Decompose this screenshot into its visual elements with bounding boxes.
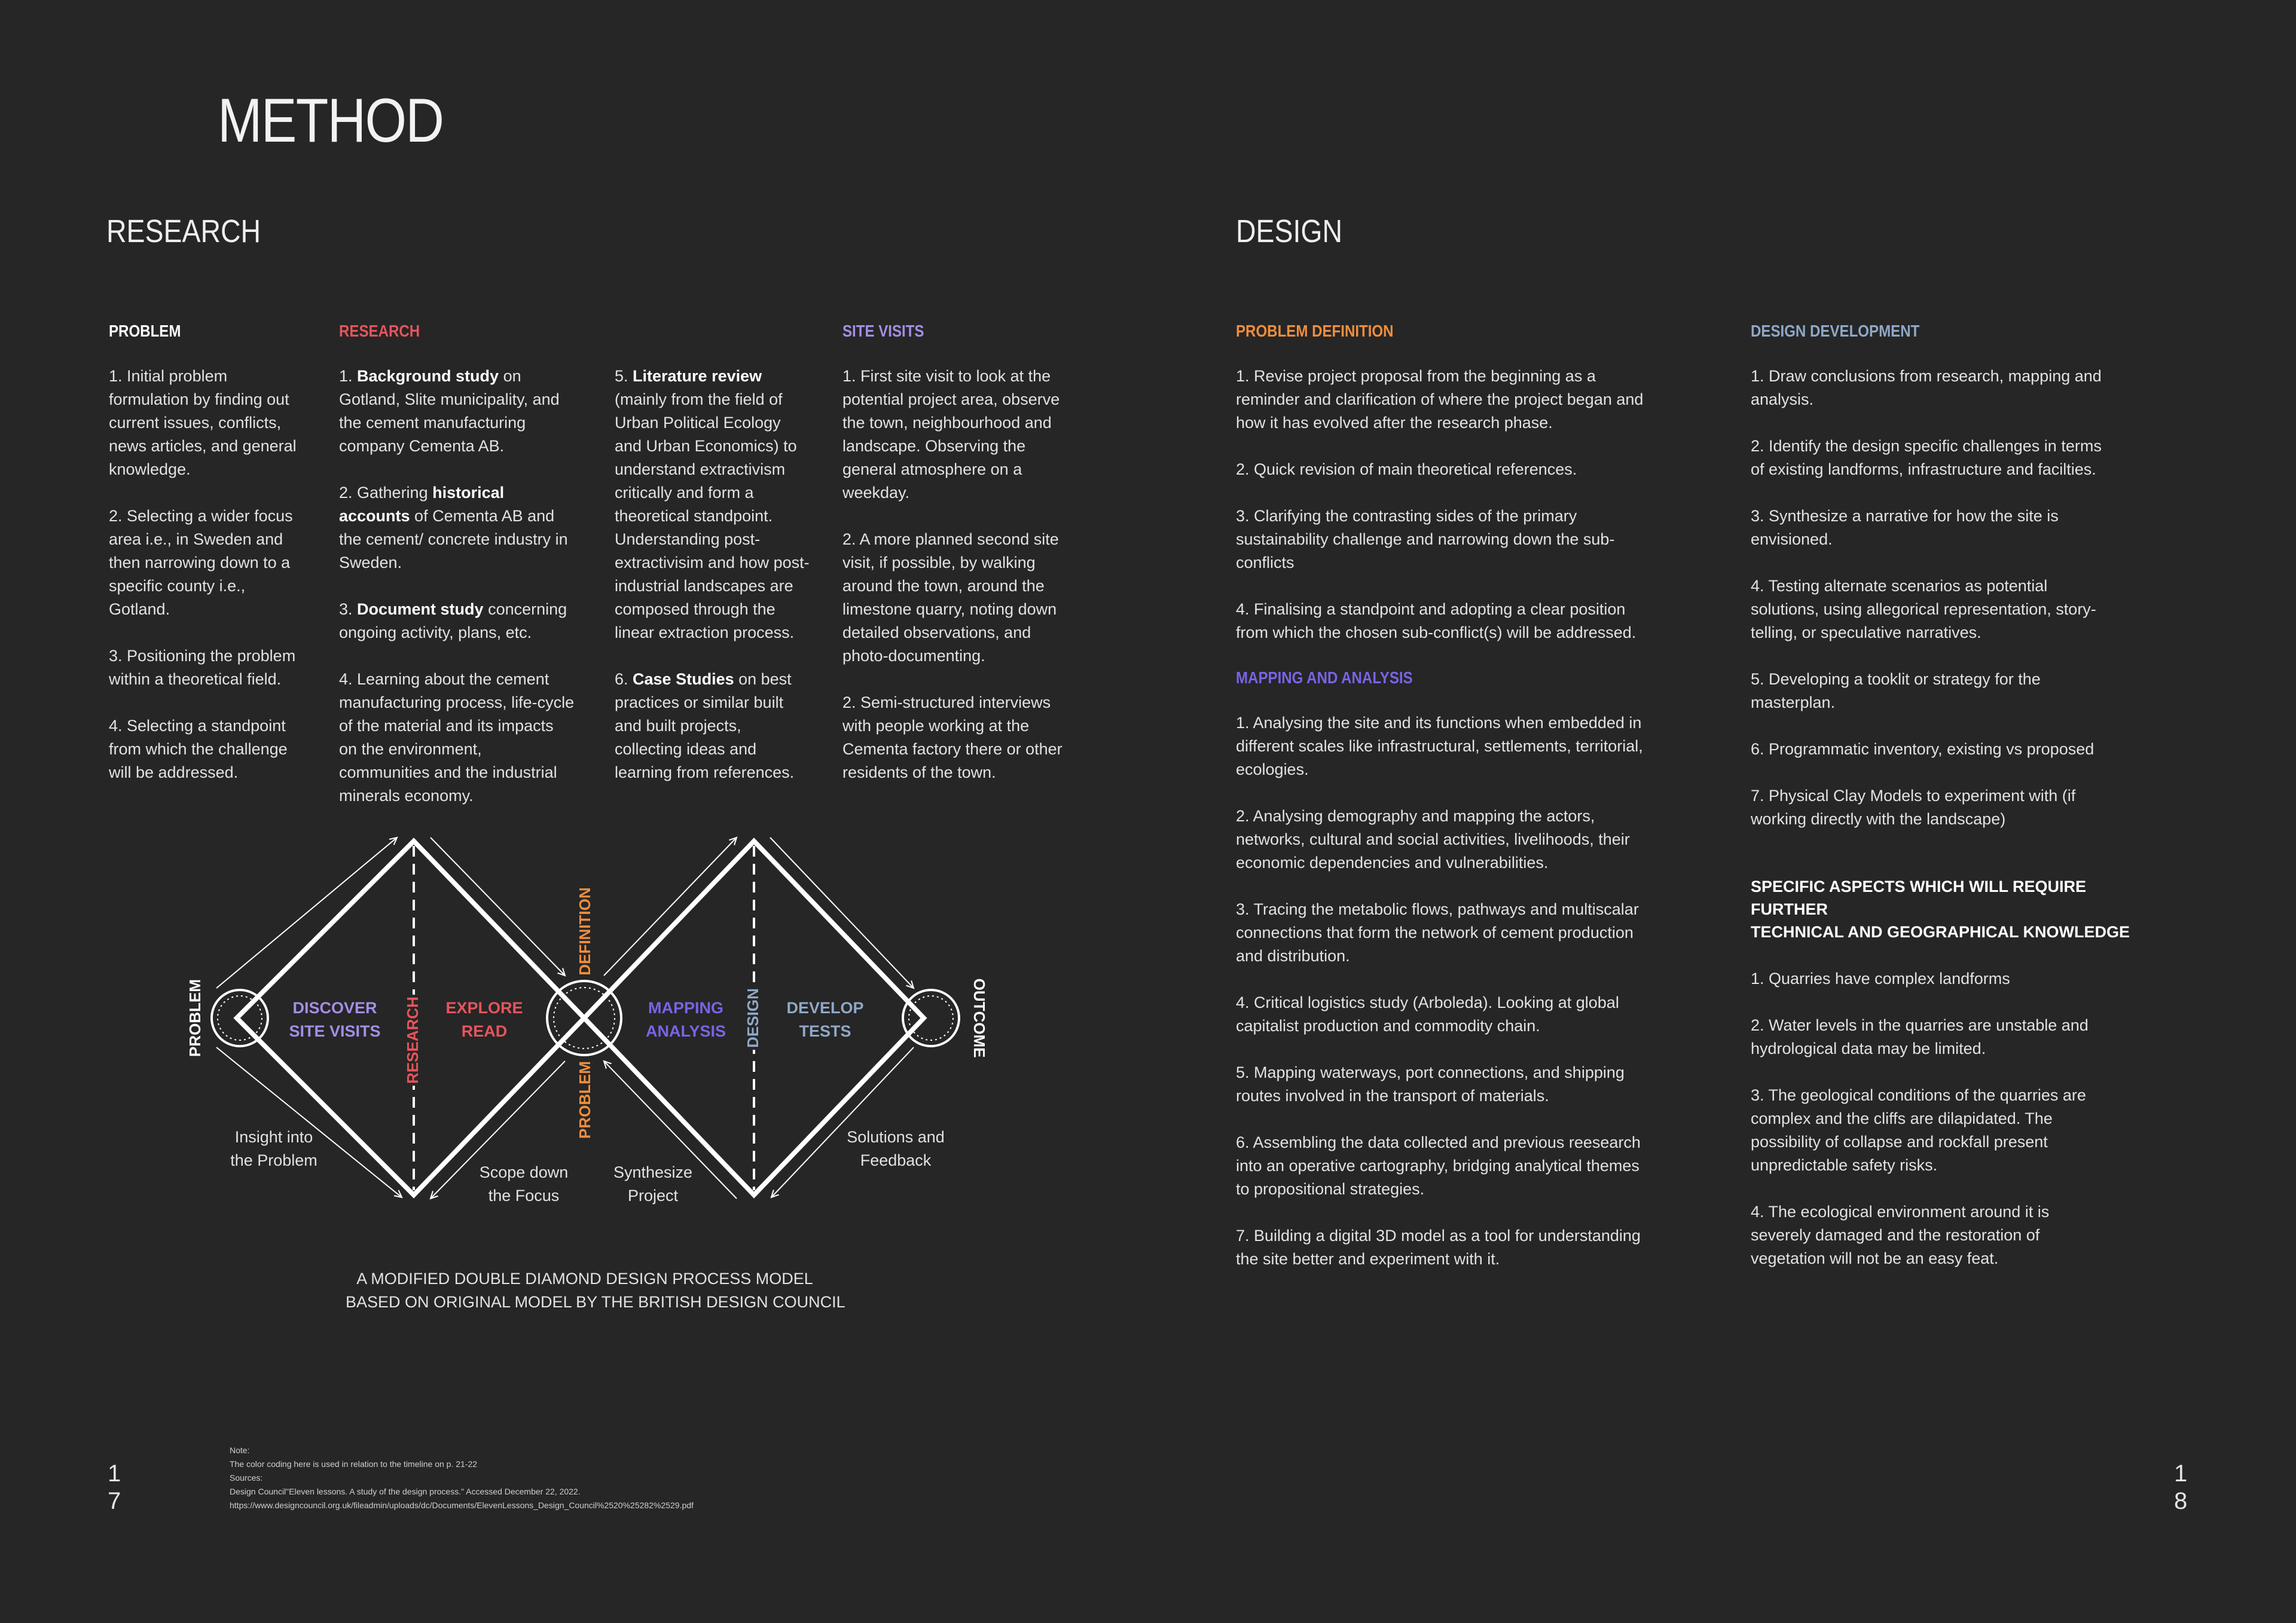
develop-label: DEVELOP: [786, 999, 864, 1017]
mapping-item: 7. Building a digital 3D model as a tool for understanding the site better and experiment with it.: [1236, 1227, 1641, 1268]
mapping-analysis-title: MAPPING AND ANALYSIS: [1236, 668, 1413, 687]
site-visits-column-title: SITE VISITS: [842, 322, 924, 340]
solutions-label: Solutions and: [847, 1128, 945, 1146]
note-line: The color coding here is used in relation to the timeline on p. 21-22: [230, 1459, 478, 1469]
note-line: Sources:: [230, 1473, 263, 1483]
problem-definition-column: [1236, 365, 1648, 668]
research-item: 6. Case Studies on best practices or similar built and built projects, collecting ideas and learning from references.: [615, 670, 795, 781]
site-visit-item: 1. First site visit to look at the potential project area, observe the town, neighbourhood and landscape. Observing the general atmosphere on a weekday.: [842, 367, 1060, 502]
specific-aspect-item: 4. The ecological environment around it is severely damaged and the restoration of vegetation will not be an easy feat.: [1751, 1203, 2050, 1267]
synthesize-label: Project: [627, 1187, 679, 1205]
diagram-caption-line: BASED ON ORIGINAL MODEL BY THE BRITISH DESIGN COUNCIL: [346, 1293, 845, 1311]
insight-label: the Problem: [230, 1151, 317, 1169]
design-development-column: [1751, 365, 2109, 854]
specific-aspects-block: [1751, 875, 2133, 1294]
problem-column-title: PROBLEM: [109, 322, 181, 340]
design-development-item: 6. Programmatic inventory, existing vs proposed: [1751, 740, 2095, 758]
mapping-item: 3. Tracing the metabolic flows, pathways and multiscalar connections that form the network of cement production and distribution.: [1236, 900, 1639, 965]
research-item: 1. Background study on Gotland, Slite municipality, and the cement manufacturing company Cementa AB.: [339, 367, 560, 455]
design-development-item: 1. Draw conclusions from research, mapping and analysis.: [1751, 367, 2102, 408]
page-number-left: 1 7: [108, 1460, 121, 1514]
design-heading: DESIGN: [1236, 213, 1343, 249]
double-diamond-diagram: [0, 0, 1076, 1623]
problem-definition-item: 2. Quick revision of main theoretical references.: [1236, 460, 1577, 478]
outcome-node-icon: [903, 990, 959, 1046]
mapping-label: MAPPING: [648, 999, 724, 1017]
mapping-item: 6. Assembling the data collected and previous reesearch into an operative cartography, bridging analytical themes to propositional strategies.: [1236, 1133, 1641, 1198]
analysis-label: ANALYSIS: [645, 1022, 726, 1040]
mapping-item: 4. Critical logistics study (Arboleda). Looking at global capitalist production and commodity chain.: [1236, 994, 1619, 1035]
problem-item: 3. Positioning the problem within a theoretical field.: [109, 647, 296, 688]
read-label: READ: [461, 1022, 508, 1040]
tests-label: TESTS: [799, 1022, 851, 1040]
design-development-item: 5. Developing a tooklit or strategy for the masterplan.: [1751, 670, 2041, 711]
problem-label: PROBLEM: [185, 979, 204, 1057]
site-visit-item: 2. Semi-structured interviews with people working at the Cementa factory there or other residents of the town.: [842, 693, 1062, 781]
research-vertical-label: RESEARCH: [403, 997, 422, 1084]
mapping-item: 5. Mapping waterways, port connections, and shipping routes involved in the transport of materials.: [1236, 1063, 1625, 1105]
page-number-right: 1 8: [2174, 1460, 2188, 1514]
site-visits-label: SITE VISITS: [289, 1022, 381, 1040]
problem-item: 2. Selecting a wider focus area i.e., in Sweden and then narrowing down to a specific county i.e., Gotland.: [109, 507, 293, 618]
diagram-caption-line: A MODIFIED DOUBLE DIAMOND DESIGN PROCESS MODEL: [356, 1270, 813, 1288]
research-column-title: RESEARCH: [339, 322, 420, 340]
design-vertical-label: DESIGN: [743, 988, 762, 1048]
insight-label: Insight into: [234, 1128, 313, 1146]
specific-aspects-list: [1751, 967, 2109, 1270]
problem-definition-vertical-label: PROBLEM: [575, 1061, 594, 1139]
page-title: METHOD: [218, 86, 444, 155]
definition-vertical-label: DEFINITION: [575, 887, 594, 976]
problem-definition-item: 3. Clarifying the contrasting sides of the primary sustainability challenge and narrowing down the sub-conflicts: [1236, 507, 1615, 571]
mapping-analysis-column: [1236, 711, 1648, 1294]
specific-aspects-title: TECHNICAL AND GEOGRAPHICAL KNOWLEDGE: [1751, 923, 2130, 941]
problem-definition-item: 1. Revise project proposal from the beginning as a reminder and clarification of where the project began and how it has evolved after the research phase.: [1236, 367, 1644, 432]
process-arrows: [216, 838, 914, 1199]
research-item: 4. Learning about the cement manufacturing process, life-cycle of the material and its impacts on the environment, communities and the industrial minerals economy.: [339, 670, 575, 805]
research-item: 2. Gathering historical accounts of Cementa AB and the cement/ concrete industry in Sweden.: [339, 484, 568, 571]
scope-label: Scope down: [479, 1163, 569, 1181]
design-development-item: 7. Physical Clay Models to experiment with (if working directly with the landscape): [1751, 787, 2076, 828]
specific-aspect-item: 3. The geological conditions of the quarries are complex and the cliffs are dilapidated. The possibility of collapse and rockfall present unpredictable safety risks.: [1751, 1086, 2086, 1174]
note-line: https://www.designcouncil.org.uk/fileadmin/uploads/dc/Documents/ElevenLessons_Design_Council%2520%25282%2529.pdf: [230, 1500, 694, 1510]
mapping-item: 1. Analysing the site and its functions when embedded in different scales like infrastructural, settlements, territorial, ecologies.: [1236, 714, 1643, 778]
scope-label: the Focus: [488, 1187, 560, 1205]
footnotes: [230, 1444, 694, 1512]
design-development-item: 2. Identify the design specific challenges in terms of existing landforms, infrastructure and facilties.: [1751, 437, 2102, 478]
note-line: Note:: [230, 1445, 250, 1455]
research-heading: RESEARCH: [106, 213, 261, 249]
design-development-item: 4. Testing alternate scenarios as potential solutions, using allegorical representation, story-telling, or speculative narratives.: [1751, 577, 2096, 641]
specific-aspect-item: 1. Quarries have complex landforms: [1751, 970, 2010, 988]
problem-definition-title: PROBLEM DEFINITION: [1236, 322, 1394, 340]
diagram-caption: [346, 1267, 845, 1314]
explore-label: EXPLORE: [445, 999, 523, 1017]
design-development-item: 3. Synthesize a narrative for how the site is envisioned.: [1751, 507, 2059, 548]
research-item: 3. Document study concerning ongoing activity, plans, etc.: [339, 600, 567, 641]
design-development-title: DESIGN DEVELOPMENT: [1751, 322, 1920, 340]
outcome-label: OUTCOME: [970, 978, 989, 1058]
solutions-label: Feedback: [860, 1151, 932, 1169]
mapping-item: 2. Analysing demography and mapping the actors, networks, cultural and social activities, livelihoods, their economic dependencies and vulnerabilities.: [1236, 807, 1630, 872]
problem-item: 1. Initial problem formulation by finding out current issues, conflicts, news articles, and general knowledge.: [109, 367, 297, 478]
specific-aspect-item: 2. Water levels in the quarries are unstable and hydrological data may be limited.: [1751, 1016, 2089, 1057]
synthesize-label: Synthesize: [613, 1163, 693, 1181]
problem-definition-item: 4. Finalising a standpoint and adopting a clear position from which the chosen sub-conflict(s) will be addressed.: [1236, 600, 1636, 641]
site-visit-item: 2. A more planned second site visit, if possible, by walking around the town, around the limestone quarry, noting down detailed observations, and photo-documenting.: [842, 530, 1059, 665]
research-item: 5. Literature review (mainly from the field of Urban Political Ecology and Urban Economics) to understand extractivism critically and form a theoretical standpoint. Understanding post-extractivisim and how post-industrial landscapes are composed through the linear extraction process.: [615, 367, 810, 641]
note-line: Design Council"Eleven lessons. A study of the design process." Accessed December 22, 2022.: [230, 1487, 581, 1496]
discover-label: DISCOVER: [292, 999, 377, 1017]
specific-aspects-title: SPECIFIC ASPECTS WHICH WILL REQUIRE FURTHER: [1751, 878, 2087, 918]
problem-item: 4. Selecting a standpoint from which the challenge will be addressed.: [109, 717, 288, 781]
